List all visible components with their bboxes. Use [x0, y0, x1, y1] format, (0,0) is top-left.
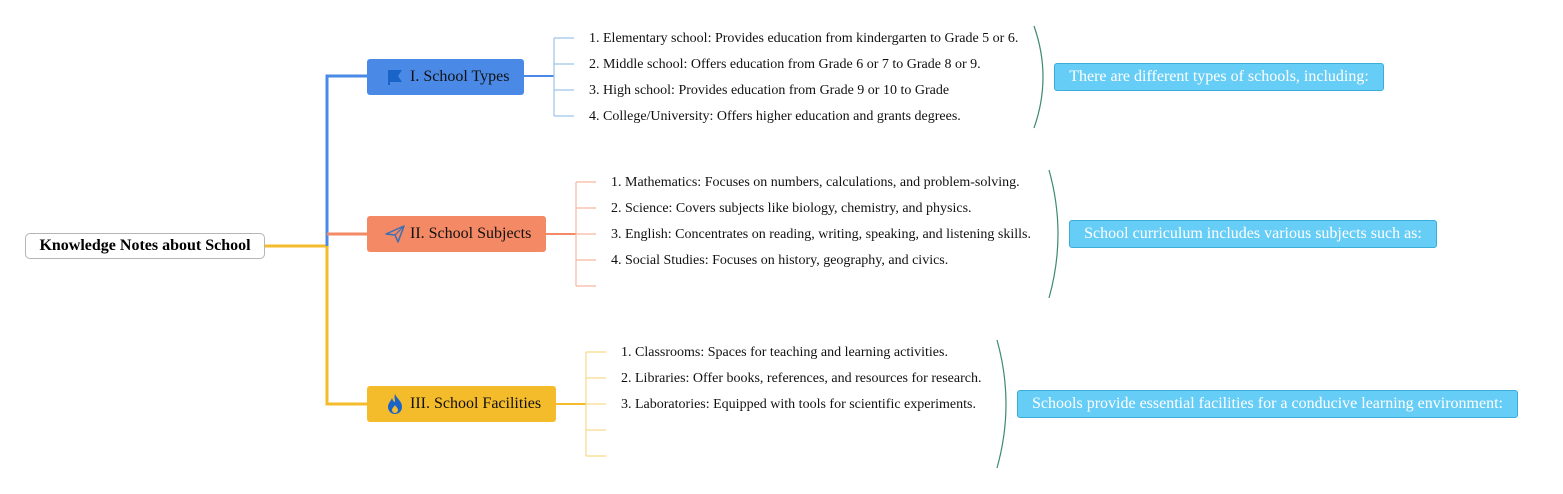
leaf-item[interactable]: 2. Science: Covers subjects like biology, chemistry, and physics. — [611, 201, 972, 216]
leaf-item[interactable]: 3. Laboratories: Equipped with tools for scientific experiments. — [621, 397, 976, 412]
leaf-item[interactable]: 4. College/University: Offers higher education and grants degrees. — [589, 109, 961, 124]
summary-school-types[interactable]: There are different types of schools, including: — [1054, 63, 1384, 91]
branch-school-types[interactable] — [367, 59, 524, 95]
leaf-item[interactable]: 2. Middle school: Offers education from Grade 6 or 7 to Grade 8 or 9. — [589, 57, 981, 72]
leaf-item[interactable]: 2. Libraries: Offer books, references, and resources for research. — [621, 371, 982, 386]
root-title: Knowledge Notes about School — [39, 237, 251, 254]
leaf-item[interactable]: 3. High school: Provides education from Grade 9 or 10 to Grade — [589, 83, 950, 98]
branch-school-facilities[interactable] — [367, 386, 556, 422]
root-topic[interactable] — [25, 233, 265, 259]
leaf-item[interactable]: 1. Elementary school: Provides education from kindergarten to Grade 5 or 6. — [589, 31, 1019, 46]
branch-school-subjects[interactable] — [367, 216, 546, 252]
branch-label: II. School Subjects — [410, 225, 532, 242]
leaf-item[interactable]: 4. Social Studies: Focuses on history, geography, and civics. — [611, 253, 949, 268]
leaf-item[interactable]: 1. Mathematics: Focuses on numbers, calculations, and problem-solving. — [611, 175, 1020, 190]
branch-label: III. School Facilities — [410, 395, 542, 412]
flame-icon — [385, 393, 405, 415]
branch-label: I. School Types — [410, 68, 510, 85]
summary-school-facilities[interactable]: Schools provide essential facilities for a conducive learning environment: — [1017, 390, 1518, 418]
flag-icon — [385, 66, 405, 88]
summary-school-subjects[interactable]: School curriculum includes various subjects such as: — [1069, 220, 1437, 248]
leaf-item[interactable]: 3. English: Concentrates on reading, writing, speaking, and listening skills. — [611, 227, 1031, 242]
leaf-item[interactable]: 1. Classrooms: Spaces for teaching and learning activities. — [621, 345, 948, 360]
paper-plane-icon — [385, 223, 405, 245]
